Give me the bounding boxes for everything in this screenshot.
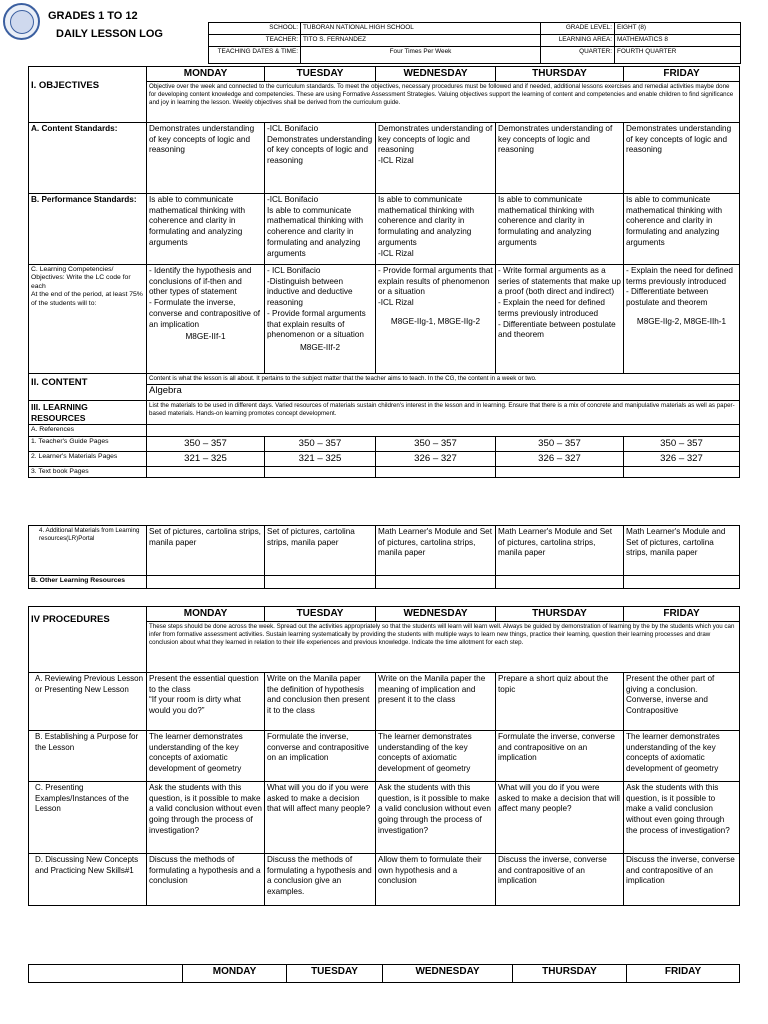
lm-tue: 321 – 325 [265, 451, 376, 466]
add-fri: Math Learner's Module and Set of pictures, cartolina strips, manila paper [624, 526, 740, 576]
lm-mon: 321 – 325 [147, 451, 265, 466]
proc-b-fri: The learner demonstrates understanding of the key concepts of axiomatic development of geometry [624, 731, 740, 782]
proc-a-wed: Write on the Manila paper the meaning of implication and present it to the class [376, 673, 496, 731]
proc-a-mon: Present the essential question to the class “If your room is dirty what would you do?” [147, 673, 265, 731]
tg-fri: 350 – 357 [624, 436, 740, 451]
performance-thu: Is able to communicate mathematical thinking with coherence and clarity in formulating and analyzing arguments [496, 194, 624, 265]
bottom-day-tuesday: TUESDAY [287, 965, 383, 983]
school-value: TUBORAN NATIONAL HIGH SCHOOL [301, 23, 541, 35]
bottom-day-thursday: THURSDAY [513, 965, 627, 983]
proc-d-tue: Discuss the methods of formulating a hypothesis and a conclusion give an examples. [265, 854, 376, 906]
tg-tue: 350 – 357 [265, 436, 376, 451]
add-mon: Set of pictures, cartolina strips, manila paper [147, 526, 265, 576]
proc-c-fri: Ask the students with this question, is it possible to make a valid conclusion without even going through the process of investigation? [624, 782, 740, 854]
proc-a-fri: Present the other part of giving a conclusion. Converse, inverse and Contrapositive [624, 673, 740, 731]
header-info-table [208, 22, 741, 64]
lesson-log-table-1 [28, 66, 740, 478]
bottom-day-friday: FRIDAY [627, 965, 740, 983]
title-line2: DAILY LESSON LOG [56, 28, 163, 40]
content-standards-mon: Demonstrates understanding of key concepts of logic and reasoning [147, 123, 265, 194]
tg-pages-label: 1. Teacher's Guide Pages [29, 436, 147, 451]
proc-a-thu: Prepare a short quiz about the topic [496, 673, 624, 731]
proc-day-monday: MONDAY [147, 607, 265, 622]
objectives-label: I. OBJECTIVES [29, 67, 147, 123]
proc-day-thursday: THURSDAY [496, 607, 624, 622]
objectives-note: Objective over the week and connected to the curriculum standards. To meet the objectives, necessary procedures must be followed and if needed, additional lessons exercises and remedial activities maybe done for developing content knowledge and competencies. These are using Formative Assessment Strategies. Valuing objectives support the learning of content and competencies and enable children to find significance and joy in learning the lesson. Weekly objectives shall be derived from the curriculum guide. [147, 82, 740, 123]
bottom-day-monday: MONDAY [183, 965, 287, 983]
title-line1: GRADES 1 TO 12 [48, 10, 138, 22]
add-wed: Math Learner's Module and Set of pictures, cartolina strips, manila paper [376, 526, 496, 576]
proc-d-fri: Discuss the inverse, converse and contrapositive of an implication [624, 854, 740, 906]
content-label: II. CONTENT [29, 374, 147, 401]
tg-mon: 350 – 357 [147, 436, 265, 451]
day-monday: MONDAY [147, 67, 265, 82]
performance-wed: Is able to communicate mathematical thinking with coherence and clarity in formulating and analyzing arguments -ICL Rizal [376, 194, 496, 265]
tg-wed: 350 – 357 [376, 436, 496, 451]
teacher-label: TEACHER: [209, 35, 301, 47]
proc-d-thu: Discuss the inverse, converse and contrapositive of an implication [496, 854, 624, 906]
grade-label: GRADE LEVEL: [541, 23, 615, 35]
proc-b-tue: Formulate the inverse, converse and contrapositive on an implication [265, 731, 376, 782]
competencies-thu: - Write formal arguments as a series of statements that make up a proof (both direct and indirect) - Explain the need for defined terms previously introduced - Differentiate between postulate and theorem [496, 265, 624, 374]
proc-b-label: B. Establishing a Purpose for the Lesson [29, 731, 147, 782]
competencies-label: C. Learning Competencies/ Objectives: Write the LC code for each At the end of the period, at least 75% of the students will to: [29, 265, 147, 374]
dates-value: Four Times Per Week [301, 47, 541, 64]
proc-a-label: A. Reviewing Previous Lesson or Presenting New Lesson [29, 673, 147, 731]
deped-seal-logo [3, 3, 40, 40]
teacher-value: TITO S. FERNANDEZ [301, 35, 541, 47]
additional-materials-label: 4. Additional Materials from Learning resources(LR)Portal [29, 526, 147, 576]
quarter-value: FOURTH QUARTER [615, 47, 741, 64]
proc-b-thu: Formulate the inverse, converse and contrapositive on an implication [496, 731, 624, 782]
textbook-pages-label: 3. Text book Pages [29, 466, 147, 477]
procedures-note: These steps should be done across the week. Spread out the activities appropriately so that the students will learn will learn well. Always be guided by demonstration of learning by the by the students which you can infer from formative assessment activities. Sustain learning systematically by providing the students with multiple ways to learn new things, practice their learning, question their learning processes and draw conclusion about what they learned in relation to their life experiences and previous knowledge. Indicate the time allotment for each step. [147, 622, 740, 673]
content-standards-label: A. Content Standards: [29, 123, 147, 194]
tg-thu: 350 – 357 [496, 436, 624, 451]
proc-c-wed: Ask the students with this question, is it possible to make a valid conclusion without even going through the process of investigation? [376, 782, 496, 854]
performance-standards-label: B. Performance Standards: [29, 194, 147, 265]
lm-wed: 326 – 327 [376, 451, 496, 466]
references-label: A. References [29, 425, 147, 436]
lm-pages-label: 2. Learner's Materials Pages [29, 451, 147, 466]
resources-label: III. LEARNING RESOURCES [29, 400, 147, 424]
competencies-mon: - Identify the hypothesis and conclusions of if-then and other types of statement - Formulate the inverse, converse and contrapositive of an implication M8GE-IIf-1 [147, 265, 265, 374]
other-resources-label: B. Other Learning Resources [29, 576, 147, 589]
proc-d-mon: Discuss the methods of formulating a hypothesis and a conclusion [147, 854, 265, 906]
performance-mon: Is able to communicate mathematical thinking with coherence and clarity in formulating and analyzing arguments [147, 194, 265, 265]
proc-a-tue: Write on the Manila paper the definition of hypothesis and conclusion then present it to the class [265, 673, 376, 731]
competencies-tue: - ICL Bonifacio -Distinguish between inductive and deductive reasoning - Provide formal arguments that explain results of phenomenon or a situation M8GE-IIf-2 [265, 265, 376, 374]
procedures-label: IV PROCEDURES [29, 607, 147, 673]
quarter-label: QUARTER: [541, 47, 615, 64]
lc-code-tue: M8GE-IIf-2 [299, 342, 341, 352]
lm-thu: 326 – 327 [496, 451, 624, 466]
content-standards-wed: Demonstrates understanding of key concepts of logic and reasoning -ICL Rizal [376, 123, 496, 194]
seal-inner [10, 10, 34, 34]
content-standards-fri: Demonstrates understanding of key concepts of logic and reasoning [624, 123, 740, 194]
performance-fri: Is able to communicate mathematical thinking with coherence and clarity in formulating and analyzing arguments [624, 194, 740, 265]
lc-code-mon: M8GE-IIf-1 [185, 332, 226, 342]
area-label: LEARNING AREA: [541, 35, 615, 47]
proc-c-label: C. Presenting Examples/Instances of the Lesson [29, 782, 147, 854]
performance-tue: -ICL Bonifacio Is able to communicate mathematical thinking with coherence and clarity in formulating and analyzing arguments [265, 194, 376, 265]
procedures-table [28, 606, 740, 906]
content-standards-thu: Demonstrates understanding of key concepts of logic and reasoning [496, 123, 624, 194]
school-label: SCHOOL: [209, 23, 301, 35]
proc-c-tue: What will you do if you were asked to make a decision that will affect many people? [265, 782, 376, 854]
bottom-day-wednesday: WEDNESDAY [383, 965, 513, 983]
resources-note: List the materials to be used in different days. Varied resources of materials sustain children's interest in the lesson and in learning. Ensure that there is a mix of concrete and manipulative materials as well as paper-based materials. Hands-on learning promotes concept development. [147, 400, 740, 424]
add-thu: Math Learner's Module and Set of pictures, cartolina strips, manila paper [496, 526, 624, 576]
grade-value: EIGHT (8) [615, 23, 741, 35]
day-tuesday: TUESDAY [265, 67, 376, 82]
competencies-wed: - Provide formal arguments that explain results of phenomenon or a situation -ICL Rizal M8GE-IIg-1, M8GE-IIg-2 [376, 265, 496, 374]
proc-b-wed: The learner demonstrates understanding of the key concepts of axiomatic development of geometry [376, 731, 496, 782]
proc-d-wed: Allow them to formulate their own hypothesis and a conclusion [376, 854, 496, 906]
day-wednesday: WEDNESDAY [376, 67, 496, 82]
proc-day-friday: FRIDAY [624, 607, 740, 622]
proc-b-mon: The learner demonstrates understanding of the key concepts of axiomatic development of geometry [147, 731, 265, 782]
proc-c-mon: Ask the students with this question, is it possible to make a valid conclusion without even going through the process of investigation? [147, 782, 265, 854]
next-page-day-header [28, 964, 740, 983]
proc-d-label: D. Discussing New Concepts and Practicing New Skills#1 [29, 854, 147, 906]
day-thursday: THURSDAY [496, 67, 624, 82]
area-value: MATHEMATICS 8 [615, 35, 741, 47]
proc-c-thu: What will you do if you were asked to make a decision that will affect many people? [496, 782, 624, 854]
day-friday: FRIDAY [624, 67, 740, 82]
content-value: Algebra [147, 384, 740, 400]
lesson-log-table-2 [28, 525, 740, 589]
proc-day-wednesday: WEDNESDAY [376, 607, 496, 622]
proc-day-tuesday: TUESDAY [265, 607, 376, 622]
content-note: Content is what the lesson is all about. It pertains to the subject matter that the teacher aims to teach. In the CG, the content in a week or two. [147, 374, 740, 385]
lc-code-wed: M8GE-IIg-1, M8GE-IIg-2 [390, 316, 481, 326]
content-standards-tue: -ICL Bonifacio Demonstrates understanding of key concepts of logic and reasoning [265, 123, 376, 194]
competencies-fri: - Explain the need for defined terms previously introduced - Differentiate between postulate and theorem M8GE-IIg-2, M8GE-IIh-1 [624, 265, 740, 374]
lm-fri: 326 – 327 [624, 451, 740, 466]
dates-label: TEACHING DATES & TIME: [209, 47, 301, 64]
add-tue: Set of pictures, cartolina strips, manila paper [265, 526, 376, 576]
lc-code-fri: M8GE-IIg-2, M8GE-IIh-1 [636, 316, 727, 326]
